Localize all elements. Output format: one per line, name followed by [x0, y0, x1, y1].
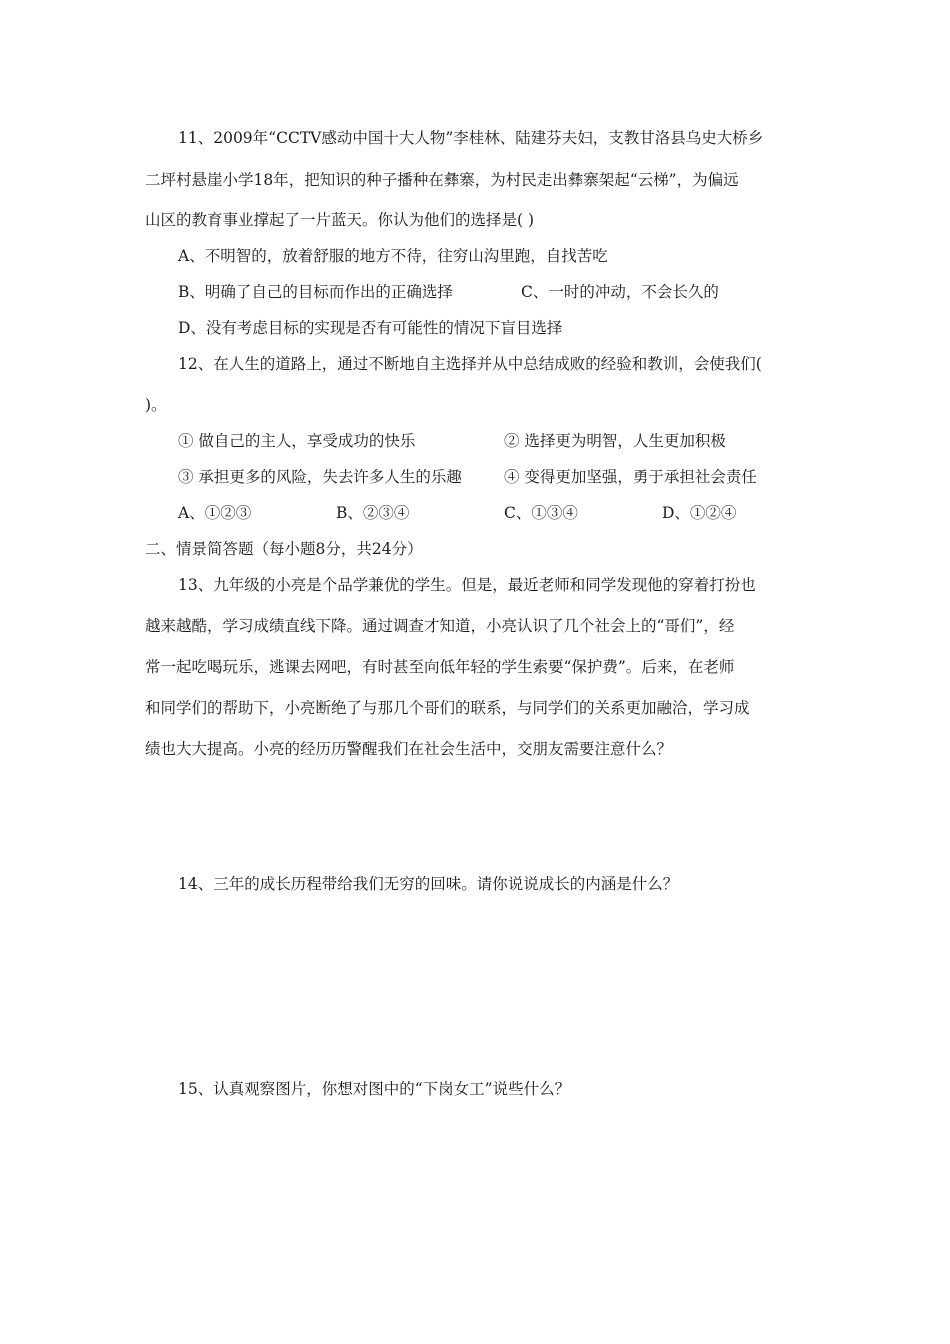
q13-line-4: 和同学们的帮助下，小亮断绝了与那几个哥们的联系，与同学们的关系更加融洽，学习成	[145, 699, 750, 717]
q13-line-2: 越来越酷，学习成绩直线下降。通过调查才知道，小亮认识了几个社会上的“哥们”，经	[145, 617, 735, 635]
q12-option-d: D、①②④	[662, 504, 737, 522]
q12-option-c: C、①③④	[504, 504, 578, 522]
q12-line-2: )。	[145, 396, 167, 414]
q11-line-1: 11、2009年“CCTV感动中国十大人物”李桂林、陆建芬夫妇，支教甘洛县乌史大桥乡	[178, 129, 764, 147]
q11-line-3: 山区的教育事业撑起了一片蓝天。你认为他们的选择是( )	[145, 211, 535, 229]
q13-line-3: 常一起吃喝玩乐，逃课去网吧，有时甚至向低年轻的学生索要“保护费”。后来，在老师	[145, 658, 735, 676]
q12-option-b: B、②③④	[336, 504, 410, 522]
q13-line-5: 绩也大大提高。小亮的经历历警醒我们在社会生活中，交朋友需要注意什么？	[145, 740, 673, 758]
q14-line-1: 14、三年的成长历程带给我们无穷的回味。请你说说成长的内涵是什么？	[178, 875, 679, 893]
q11-option-d: D、没有考虑目标的实现是否有可能性的情况下盲目选择	[178, 319, 563, 337]
q12-option-a: A、①②③	[178, 504, 252, 522]
q12-line-1: 12、在人生的道路上，通过不断地自主选择并从中总结成败的经验和教训，会使我们(	[178, 355, 762, 373]
q12-statement-2: ② 选择更为明智，人生更加积极	[504, 432, 726, 450]
q11-option-c: C、一时的冲动，不会长久的	[521, 283, 719, 301]
q11-option-a: A、不明智的，放着舒服的地方不待，往穷山沟里跑，自找苦吃	[178, 247, 608, 265]
q12-statement-3: ③ 承担更多的风险，失去许多人生的乐趣	[178, 468, 462, 486]
q12-statement-4: ④ 变得更加坚强，勇于承担社会责任	[504, 468, 757, 486]
section-2-heading: 二、情景简答题（每小题8分，共24分）	[145, 540, 423, 558]
q12-statement-1: ① 做自己的主人，享受成功的快乐	[178, 432, 416, 450]
q13-line-1: 13、九年级的小亮是个品学兼优的学生。但是，最近老师和同学发现他的穿着打扮也	[178, 576, 756, 594]
q15-line-1: 15、认真观察图片，你想对图中的“下岗女工”说些什么？	[178, 1080, 571, 1098]
q11-line-2: 二坪村悬崖小学18年，把知识的种子播种在彝寨，为村民走出彝寨架起“云梯”，为偏远	[145, 171, 739, 189]
q11-option-b: B、明确了自己的目标而作出的正确选择	[178, 283, 453, 301]
